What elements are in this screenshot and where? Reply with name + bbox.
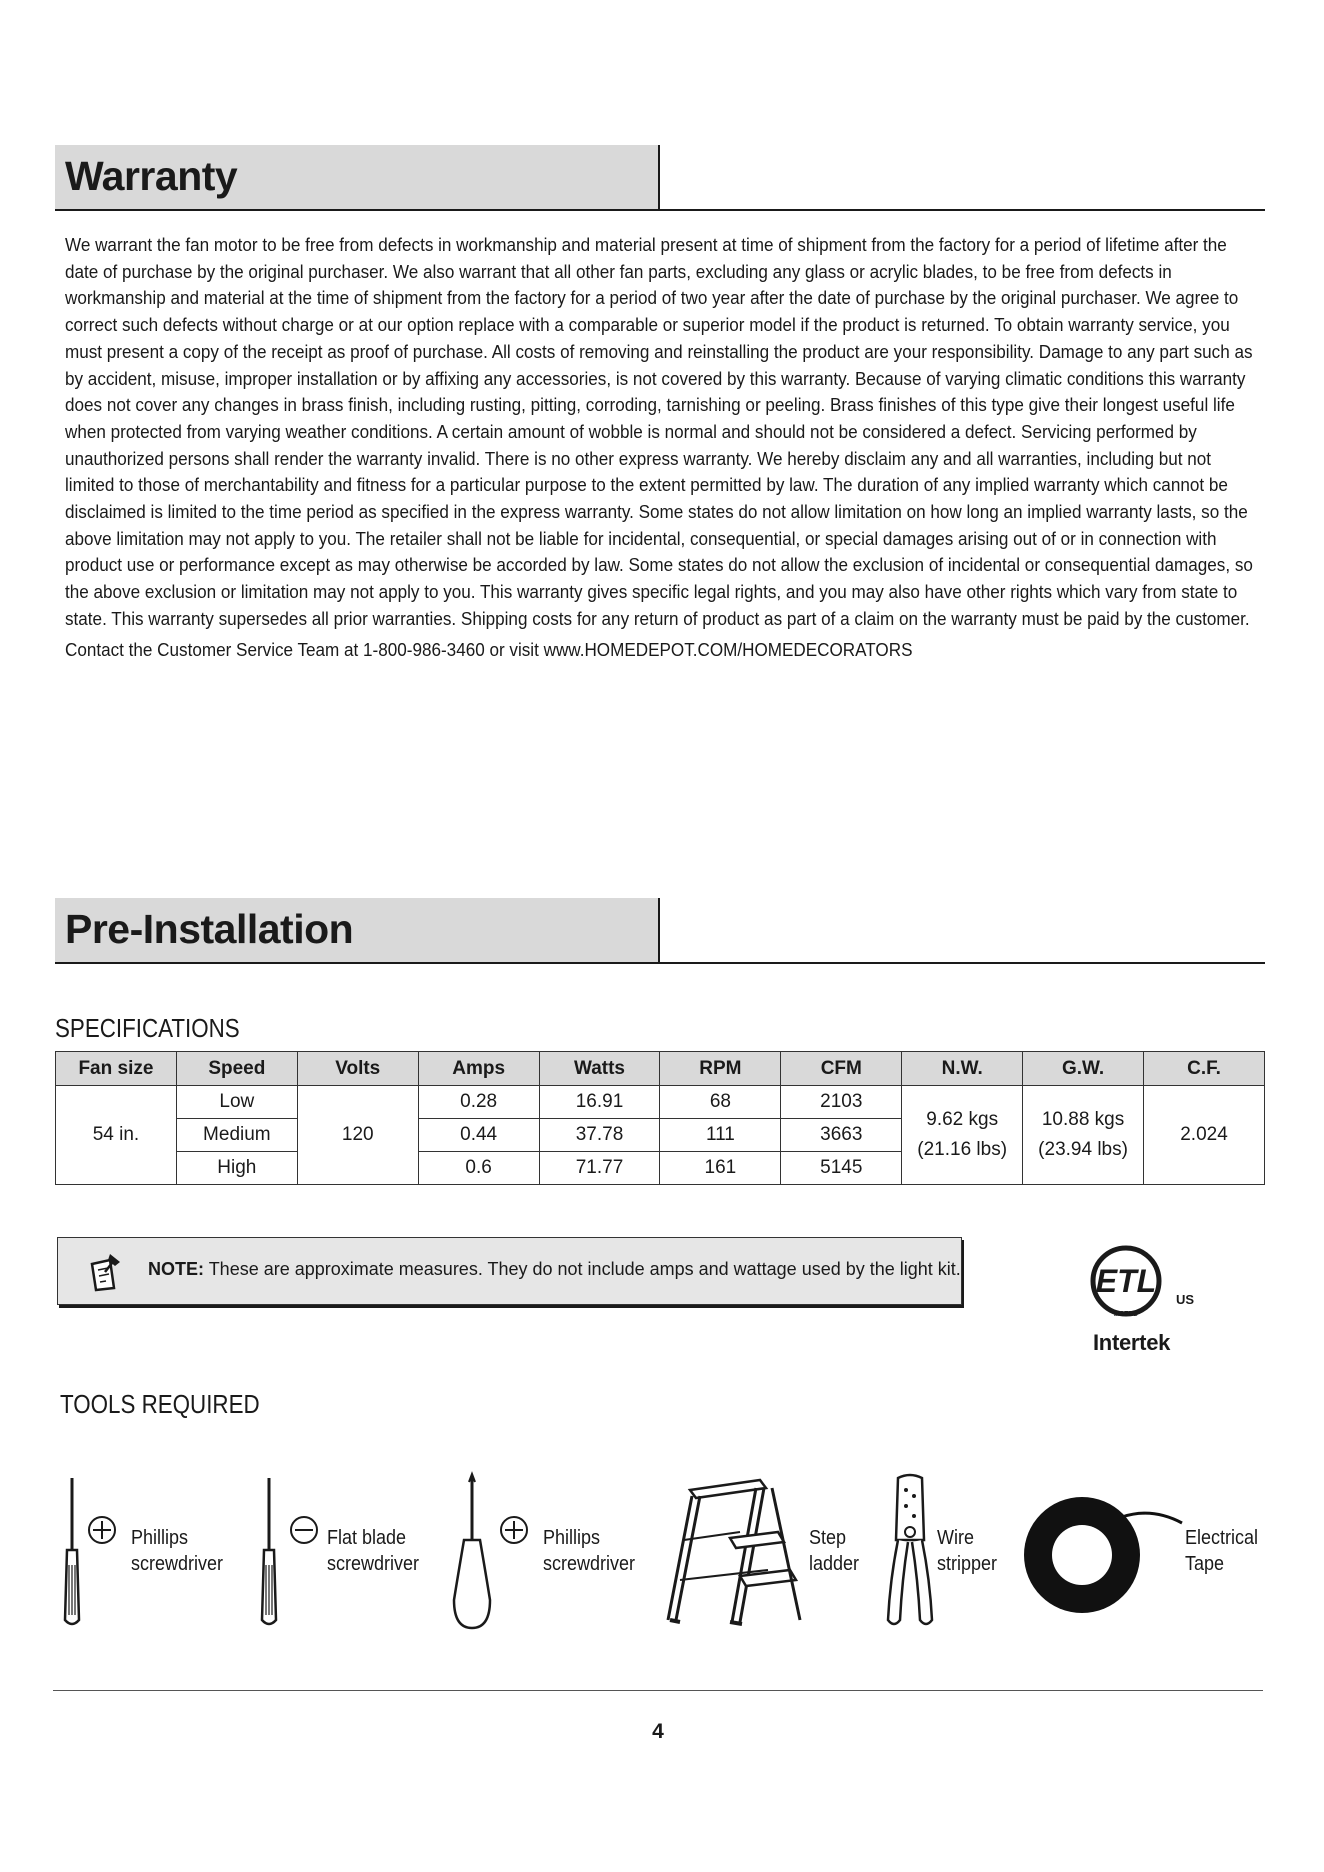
watts-cell: 37.78 <box>539 1119 660 1152</box>
flat-blade-screwdriver-icon <box>252 1470 322 1635</box>
etl-mark: ETL <box>1095 1263 1157 1299</box>
net-weight-cell <box>902 1086 1023 1185</box>
tool-name: screwdriver <box>131 1553 224 1575</box>
table-header-row <box>56 1052 1265 1086</box>
tool-label <box>131 1525 223 1577</box>
preinstall-title: Pre-Installation <box>65 906 354 952</box>
specs-heading: SPECIFICATIONS <box>55 1013 240 1043</box>
tool-name: Flat blade <box>327 1527 407 1549</box>
note-box <box>57 1237 962 1305</box>
gross-weight-cell <box>1023 1086 1144 1185</box>
watts-cell: 71.77 <box>539 1152 660 1185</box>
tool-name: Wire <box>937 1527 974 1549</box>
tool-name: Electrical <box>1185 1527 1259 1549</box>
tool-name: Phillips <box>131 1527 189 1549</box>
col-header: C.F. <box>1144 1052 1265 1086</box>
tool-name: Step <box>809 1527 847 1549</box>
col-header: Speed <box>176 1052 297 1086</box>
tool-label <box>327 1525 419 1577</box>
cf-cell: 2.024 <box>1144 1086 1265 1185</box>
electrical-tape-icon <box>1022 1495 1192 1620</box>
rpm-cell: 161 <box>660 1152 781 1185</box>
tools-heading: TOOLS REQUIRED <box>60 1389 260 1419</box>
cfm-cell: 5145 <box>781 1152 902 1185</box>
etl-listed-text: LISTED <box>1113 1311 1139 1318</box>
tool-label <box>543 1525 635 1577</box>
col-header: Amps <box>418 1052 539 1086</box>
amps-cell: 0.6 <box>418 1152 539 1185</box>
wire-stripper-icon <box>880 1470 940 1635</box>
stubby-phillips-screwdriver-icon <box>448 1470 538 1635</box>
gross-weight-lbs: (23.94 lbs) <box>1038 1139 1128 1160</box>
tool-label <box>1185 1525 1258 1577</box>
amps-cell: 0.44 <box>418 1119 539 1152</box>
step-ladder-icon <box>660 1470 810 1635</box>
speed-cell: High <box>176 1152 297 1185</box>
col-header: RPM <box>660 1052 781 1086</box>
warranty-body <box>65 232 1259 663</box>
note-content <box>148 1259 961 1280</box>
col-header: CFM <box>781 1052 902 1086</box>
tool-label <box>809 1525 859 1577</box>
page-number: 4 <box>652 1720 664 1743</box>
net-weight-lbs: (21.16 lbs) <box>917 1139 1008 1160</box>
warranty-title: Warranty <box>65 153 238 199</box>
tool-name: stripper <box>937 1553 998 1575</box>
etl-listed-icon <box>1090 1236 1200 1331</box>
tool-name: Phillips <box>543 1527 601 1549</box>
net-weight-kg: 9.62 kgs <box>926 1109 999 1130</box>
speed-cell: Medium <box>176 1119 297 1152</box>
rpm-cell: 68 <box>660 1086 781 1119</box>
spec-table <box>55 1051 1265 1185</box>
cfm-cell: 2103 <box>781 1086 902 1119</box>
amps-cell: 0.28 <box>418 1086 539 1119</box>
note-text: These are approximate measures. They do not include amps and wattage used by the light kit. <box>208 1259 961 1279</box>
gross-weight-kg: 10.88 kgs <box>1041 1109 1125 1130</box>
col-header: N.W. <box>902 1052 1023 1086</box>
tool-name: screwdriver <box>543 1553 636 1575</box>
volts-cell: 120 <box>297 1086 418 1185</box>
col-header: Volts <box>297 1052 418 1086</box>
col-header: G.W. <box>1023 1052 1144 1086</box>
cert-brand: Intertek <box>1093 1330 1171 1355</box>
tool-name: ladder <box>809 1553 860 1575</box>
col-header: Watts <box>539 1052 660 1086</box>
footer-divider <box>53 1690 1263 1691</box>
tool-name: Tape <box>1185 1553 1225 1575</box>
note-label: NOTE: <box>148 1259 204 1279</box>
phillips-screwdriver-icon <box>55 1470 125 1635</box>
warranty-header <box>55 145 1265 211</box>
warranty-text: We warrant the fan motor to be free from defects in workmanship and material present at time of shipment from the factory for a period of lifetime after the date of purchase by the original purchaser. We also warrant that all other fan parts, excluding any glass or acrylic blades, to be free from defects in workmanship and material at the time of shipment from the factory for a period of two year after the date of purchase by the original purchaser. We agree to correct such defects without charge or at our option replace with a comparable or superior model if the product is returned. To obtain warranty service, you must present a copy of the receipt as proof of purchase. All costs of removing and reinstalling the product are your responsibility. Damage to any part such as by accident, misuse, improper installation or by affixing any accessories, is not covered by this warranty. Because of varying climatic conditions this warranty does not cover any changes in brass finish, including rusting, pitting, corroding, tarnishing or peeling. Brass finishes of this type give their longest useful life when protected from varying weather conditions. A certain amount of wobble is normal and should not be considered a defect. Servicing performed by unauthorized persons shall render the warranty invalid. There is no other express warranty. We hereby disclaim any and all warranties, including but not limited to those of merchantability and fitness for a particular purpose to the extent permitted by law. The duration of any implied warranty which cannot be disclaimed is limited to the time period as specified in the express warranty. Some states do not allow limitation on how long an implied warranty lasts, so the above limitation may not apply to you. The retailer shall not be liable for incidental, consequential, or special damages arising out of or in connection with product use or performance except as may otherwise be accorded by law. Some states do not allow the exclusion of incidental or consequential damages, so the above exclusion or limitation may not apply to you. This warranty gives specific legal rights, and you may also have other rights which vary from state to state. This warranty supersedes all prior warranties. Shipping costs for any return of product as part of a claim on the warranty must be paid by the customer. <box>65 235 1253 629</box>
note-pin-icon <box>88 1250 128 1297</box>
table-row <box>56 1086 1265 1119</box>
tool-name: screwdriver <box>327 1553 420 1575</box>
cfm-cell: 3663 <box>781 1119 902 1152</box>
speed-cell: Low <box>176 1086 297 1119</box>
preinstall-header <box>55 898 1265 964</box>
fan-size-cell: 54 in. <box>56 1086 177 1185</box>
col-header: Fan size <box>56 1052 177 1086</box>
tool-label <box>937 1525 997 1577</box>
watts-cell: 16.91 <box>539 1086 660 1119</box>
contact-line: Contact the Customer Service Team at 1-800-986-3460 or visit www.HOMEDEPOT.COM/HOMEDECORATORS <box>65 639 913 660</box>
etl-region: US <box>1176 1292 1195 1307</box>
rpm-cell: 111 <box>660 1119 781 1152</box>
